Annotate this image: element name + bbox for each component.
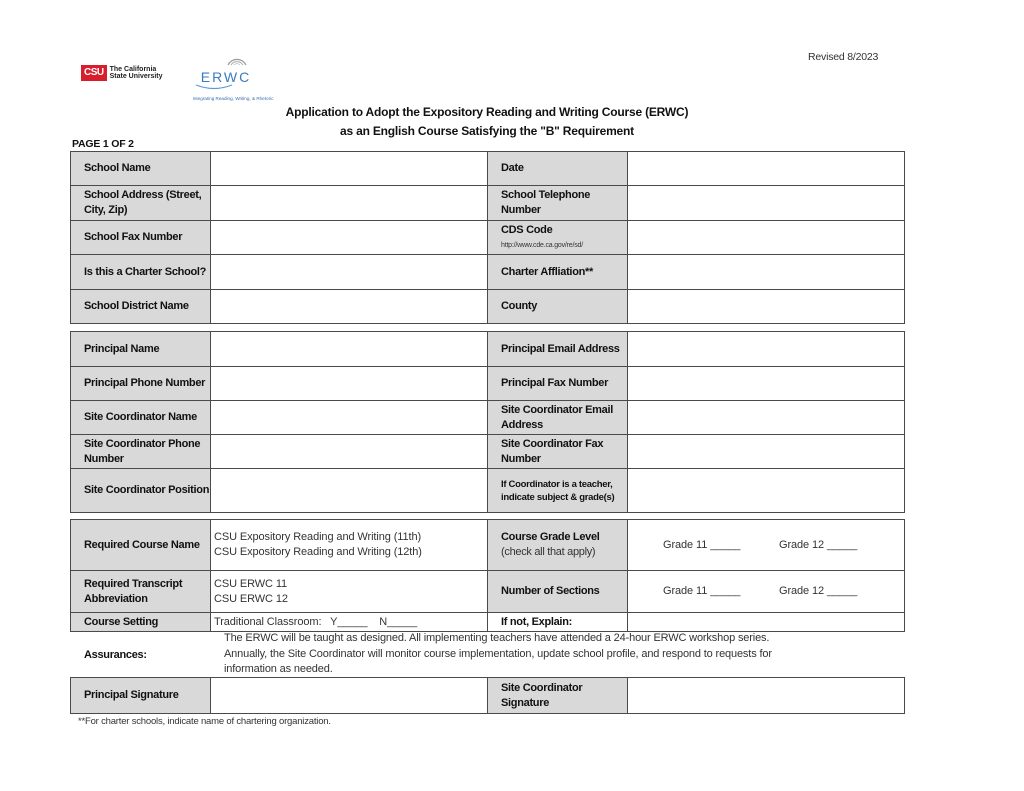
- table-row: [71, 613, 905, 632]
- school-fax-label: School Fax Number: [71, 221, 211, 255]
- table-row: [71, 290, 905, 324]
- table-row: [71, 221, 905, 255]
- explain-field[interactable]: [628, 613, 905, 632]
- grade-12-checkbox[interactable]: Grade 12 _____: [779, 538, 858, 551]
- transcript-line2: CSU ERWC 12: [214, 592, 288, 605]
- cds-code-field[interactable]: [628, 221, 905, 255]
- csu-logo-line2: State University: [109, 73, 163, 80]
- transcript-line1: CSU ERWC 11: [214, 577, 288, 590]
- course-setting-field[interactable]: Traditional Classroom: Y_____ N_____: [211, 613, 488, 632]
- school-district-label: School District Name: [71, 290, 211, 324]
- table-row: [71, 367, 905, 401]
- cds-code-link[interactable]: http://www.cde.ca.gov/re/sd/: [501, 241, 583, 249]
- principal-name-field[interactable]: [211, 332, 488, 367]
- charter-affiliation-field[interactable]: [628, 255, 905, 290]
- principal-phone-field[interactable]: [211, 367, 488, 401]
- coordinator-teacher-label: If Coordinator is a teacher, indicate subject & grade(s): [488, 469, 628, 513]
- principal-email-label: Principal Email Address: [488, 332, 628, 367]
- grade-level-label: [488, 520, 628, 571]
- school-telephone-label: School Telephone Number: [488, 186, 628, 221]
- school-district-field[interactable]: [211, 290, 488, 324]
- title-line-2: as an English Course Satisfying the "B" Requirement: [340, 124, 634, 138]
- erwc-logo-mark: ERWC: [200, 69, 252, 85]
- coordinator-phone-label: Site Coordinator Phone Number: [71, 435, 211, 469]
- school-name-field[interactable]: [211, 152, 488, 186]
- transcript-value: [211, 571, 488, 613]
- principal-fax-field[interactable]: [628, 367, 905, 401]
- table-row: [71, 435, 905, 469]
- cds-code-label: [488, 221, 628, 255]
- grade-level-hint: (check all that apply): [501, 546, 596, 558]
- assurances-text: The ERWC will be taught as designed. All implementing teachers have attended a 24-hour ERWC workshop series. Annually, the Site Coordinator will monitor course implementation, update school profile, and respond to requests for information as needed.: [224, 632, 772, 675]
- table-row: [71, 678, 905, 714]
- school-name-label: School Name: [71, 152, 211, 186]
- principal-signature-field[interactable]: [211, 678, 488, 714]
- coordinator-signature-label: Site Coordinator Signature: [488, 678, 628, 714]
- principal-phone-label: Principal Phone Number: [71, 367, 211, 401]
- table-row: [71, 571, 905, 613]
- course-name-value: [211, 520, 488, 571]
- course-name-line1: CSU Expository Reading and Writing (11th): [214, 531, 422, 543]
- county-label: County: [488, 290, 628, 324]
- coordinator-name-label: Site Coordinator Name: [71, 401, 211, 435]
- coordinator-phone-field[interactable]: [211, 435, 488, 469]
- table-row: [71, 469, 905, 513]
- explain-label: If not, Explain:: [488, 613, 628, 632]
- cds-code-title: CDS Code: [501, 223, 553, 236]
- charter-school-field[interactable]: [211, 255, 488, 290]
- course-info-table: [70, 519, 905, 632]
- coordinator-position-label: Site Coordinator Position: [71, 469, 211, 513]
- footnote: **For charter schools, indicate name of chartering organization.: [78, 716, 331, 727]
- erwc-logo: [192, 52, 282, 101]
- revised-date: Revised 8/2023: [808, 51, 879, 63]
- coordinator-email-field[interactable]: [628, 401, 905, 435]
- erwc-arc-icon: [222, 52, 252, 66]
- principal-name-label: Principal Name: [71, 332, 211, 367]
- coordinator-name-field[interactable]: [211, 401, 488, 435]
- coordinator-fax-field[interactable]: [628, 435, 905, 469]
- charter-school-label: Is this a Charter School?: [71, 255, 211, 290]
- table-row: [71, 332, 905, 367]
- csu-logo: [81, 65, 163, 81]
- coordinator-signature-field[interactable]: [628, 678, 905, 714]
- transcript-label: Required Transcript Abbreviation: [71, 571, 211, 613]
- school-address-field[interactable]: [211, 186, 488, 221]
- school-telephone-field[interactable]: [628, 186, 905, 221]
- csu-logo-text: [110, 66, 163, 81]
- sections-field[interactable]: [628, 571, 905, 613]
- title-line-1: Application to Adopt the Expository Reading and Writing Course (ERWC): [285, 105, 689, 119]
- course-name-label: Required Course Name: [71, 520, 211, 571]
- table-row: [71, 255, 905, 290]
- course-setting-label: Course Setting: [71, 613, 211, 632]
- assurances-label: Assurances:: [84, 649, 147, 661]
- signature-table: [70, 677, 905, 714]
- principal-fax-label: Principal Fax Number: [488, 367, 628, 401]
- table-row: [71, 520, 905, 571]
- table-row: [71, 401, 905, 435]
- coordinator-teacher-field[interactable]: [628, 469, 905, 513]
- school-address-label: School Address (Street, City, Zip): [71, 186, 211, 221]
- grade-level-field[interactable]: [628, 520, 905, 571]
- csu-logo-line1: The California: [109, 65, 157, 73]
- principal-email-field[interactable]: [628, 332, 905, 367]
- table-row: [71, 152, 905, 186]
- county-field[interactable]: [628, 290, 905, 324]
- school-info-table: [70, 151, 905, 324]
- contact-info-table: [70, 331, 905, 513]
- form-title: [0, 103, 974, 141]
- grade-level-title: Course Grade Level: [501, 531, 600, 543]
- erwc-logo-tagline: Integrating Reading, Writing, & Rhetoric: [192, 96, 274, 101]
- coordinator-fax-label: Site Coordinator Fax Number: [488, 435, 628, 469]
- course-name-line2: CSU Expository Reading and Writing (12th): [214, 546, 422, 558]
- csu-logo-mark: CSU: [81, 65, 107, 81]
- sections-label: Number of Sections: [488, 571, 628, 613]
- coordinator-email-label: Site Coordinator Email Address: [488, 401, 628, 435]
- date-field[interactable]: [628, 152, 905, 186]
- sections-grade-11-field[interactable]: Grade 11 _____: [663, 585, 741, 597]
- principal-signature-label: Principal Signature: [71, 678, 211, 714]
- school-fax-field[interactable]: [211, 221, 488, 255]
- date-label: Date: [488, 152, 628, 186]
- charter-affiliation-label: Charter Affliation**: [488, 255, 628, 290]
- page-indicator: PAGE 1 OF 2: [72, 138, 134, 150]
- sections-grade-12-field[interactable]: Grade 12 _____: [779, 585, 858, 597]
- grade-11-checkbox[interactable]: Grade 11 _____: [663, 538, 741, 551]
- coordinator-position-field[interactable]: [211, 469, 488, 513]
- table-row: [71, 186, 905, 221]
